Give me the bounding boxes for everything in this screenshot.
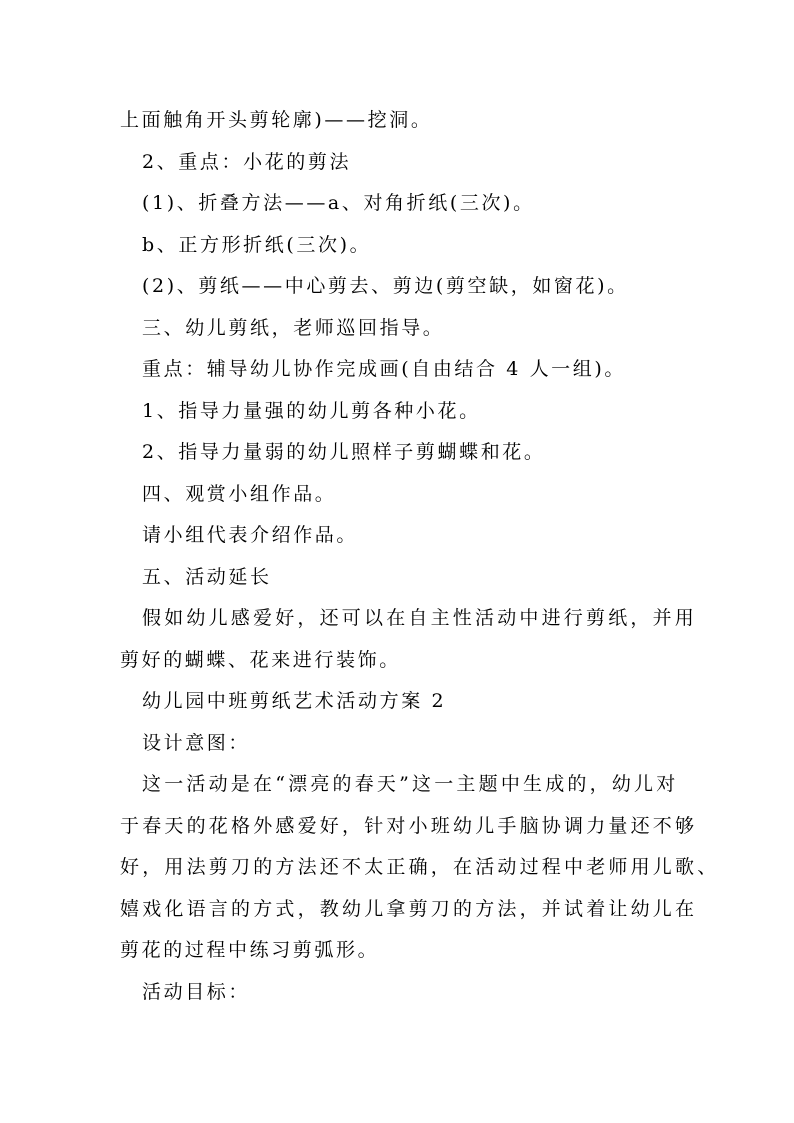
text-line: (1)、折叠方法——a、对角折纸(三次)。 <box>142 192 535 214</box>
text-line: 1、指导力量强的幼儿剪各种小花。 <box>142 399 481 422</box>
text-line: 设计意图： <box>142 731 251 754</box>
text-line: (2)、剪纸——中心剪去、剪边(剪空缺，如窗花)。 <box>142 275 629 297</box>
text-line: 2、重点：小花的剪法 <box>142 150 352 173</box>
text-line: 好，用法剪刀的方法还不太正确，在活动过程中老师用儿歌、 <box>120 856 720 878</box>
text-line: 这一活动是在“漂亮的春天”这一主题中生成的，幼儿对 <box>142 773 679 795</box>
text-line: 2、指导力量弱的幼儿照样子剪蝴蝶和花。 <box>142 441 546 463</box>
text-line: 四、观赏小组作品。 <box>142 482 337 505</box>
text-line: 嬉戏化语言的方式，教幼儿拿剪刀的方法，并试着让幼儿在 <box>120 897 698 920</box>
text-line: 于春天的花格外感爱好，针对小班幼儿手脑协调力量还不够 <box>120 814 698 837</box>
text-line: 三、幼儿剪纸，老师巡回指导。 <box>142 316 445 339</box>
text-line: 重点：辅导幼儿协作完成画(自由结合 4 人一组)。 <box>142 358 626 380</box>
text-line: 假如幼儿感爱好，还可以在自主性活动中进行剪纸，并用 <box>142 607 698 629</box>
text-line: 上面触角开头剪轮廓)——挖洞。 <box>120 109 433 131</box>
text-line: 剪花的过程中练习剪弧形。 <box>120 939 380 961</box>
section-title: 幼儿园中班剪纸艺术活动方案 2 <box>142 690 447 712</box>
text-line: b、正方形折纸(三次)。 <box>142 233 372 256</box>
text-line: 剪好的蝴蝶、花来进行装饰。 <box>120 648 401 671</box>
text-line: 请小组代表介绍作品。 <box>142 524 359 546</box>
text-line: 五、活动延长 <box>142 565 272 588</box>
text-line: 活动目标： <box>142 980 251 1003</box>
document-body <box>120 100 720 1013</box>
